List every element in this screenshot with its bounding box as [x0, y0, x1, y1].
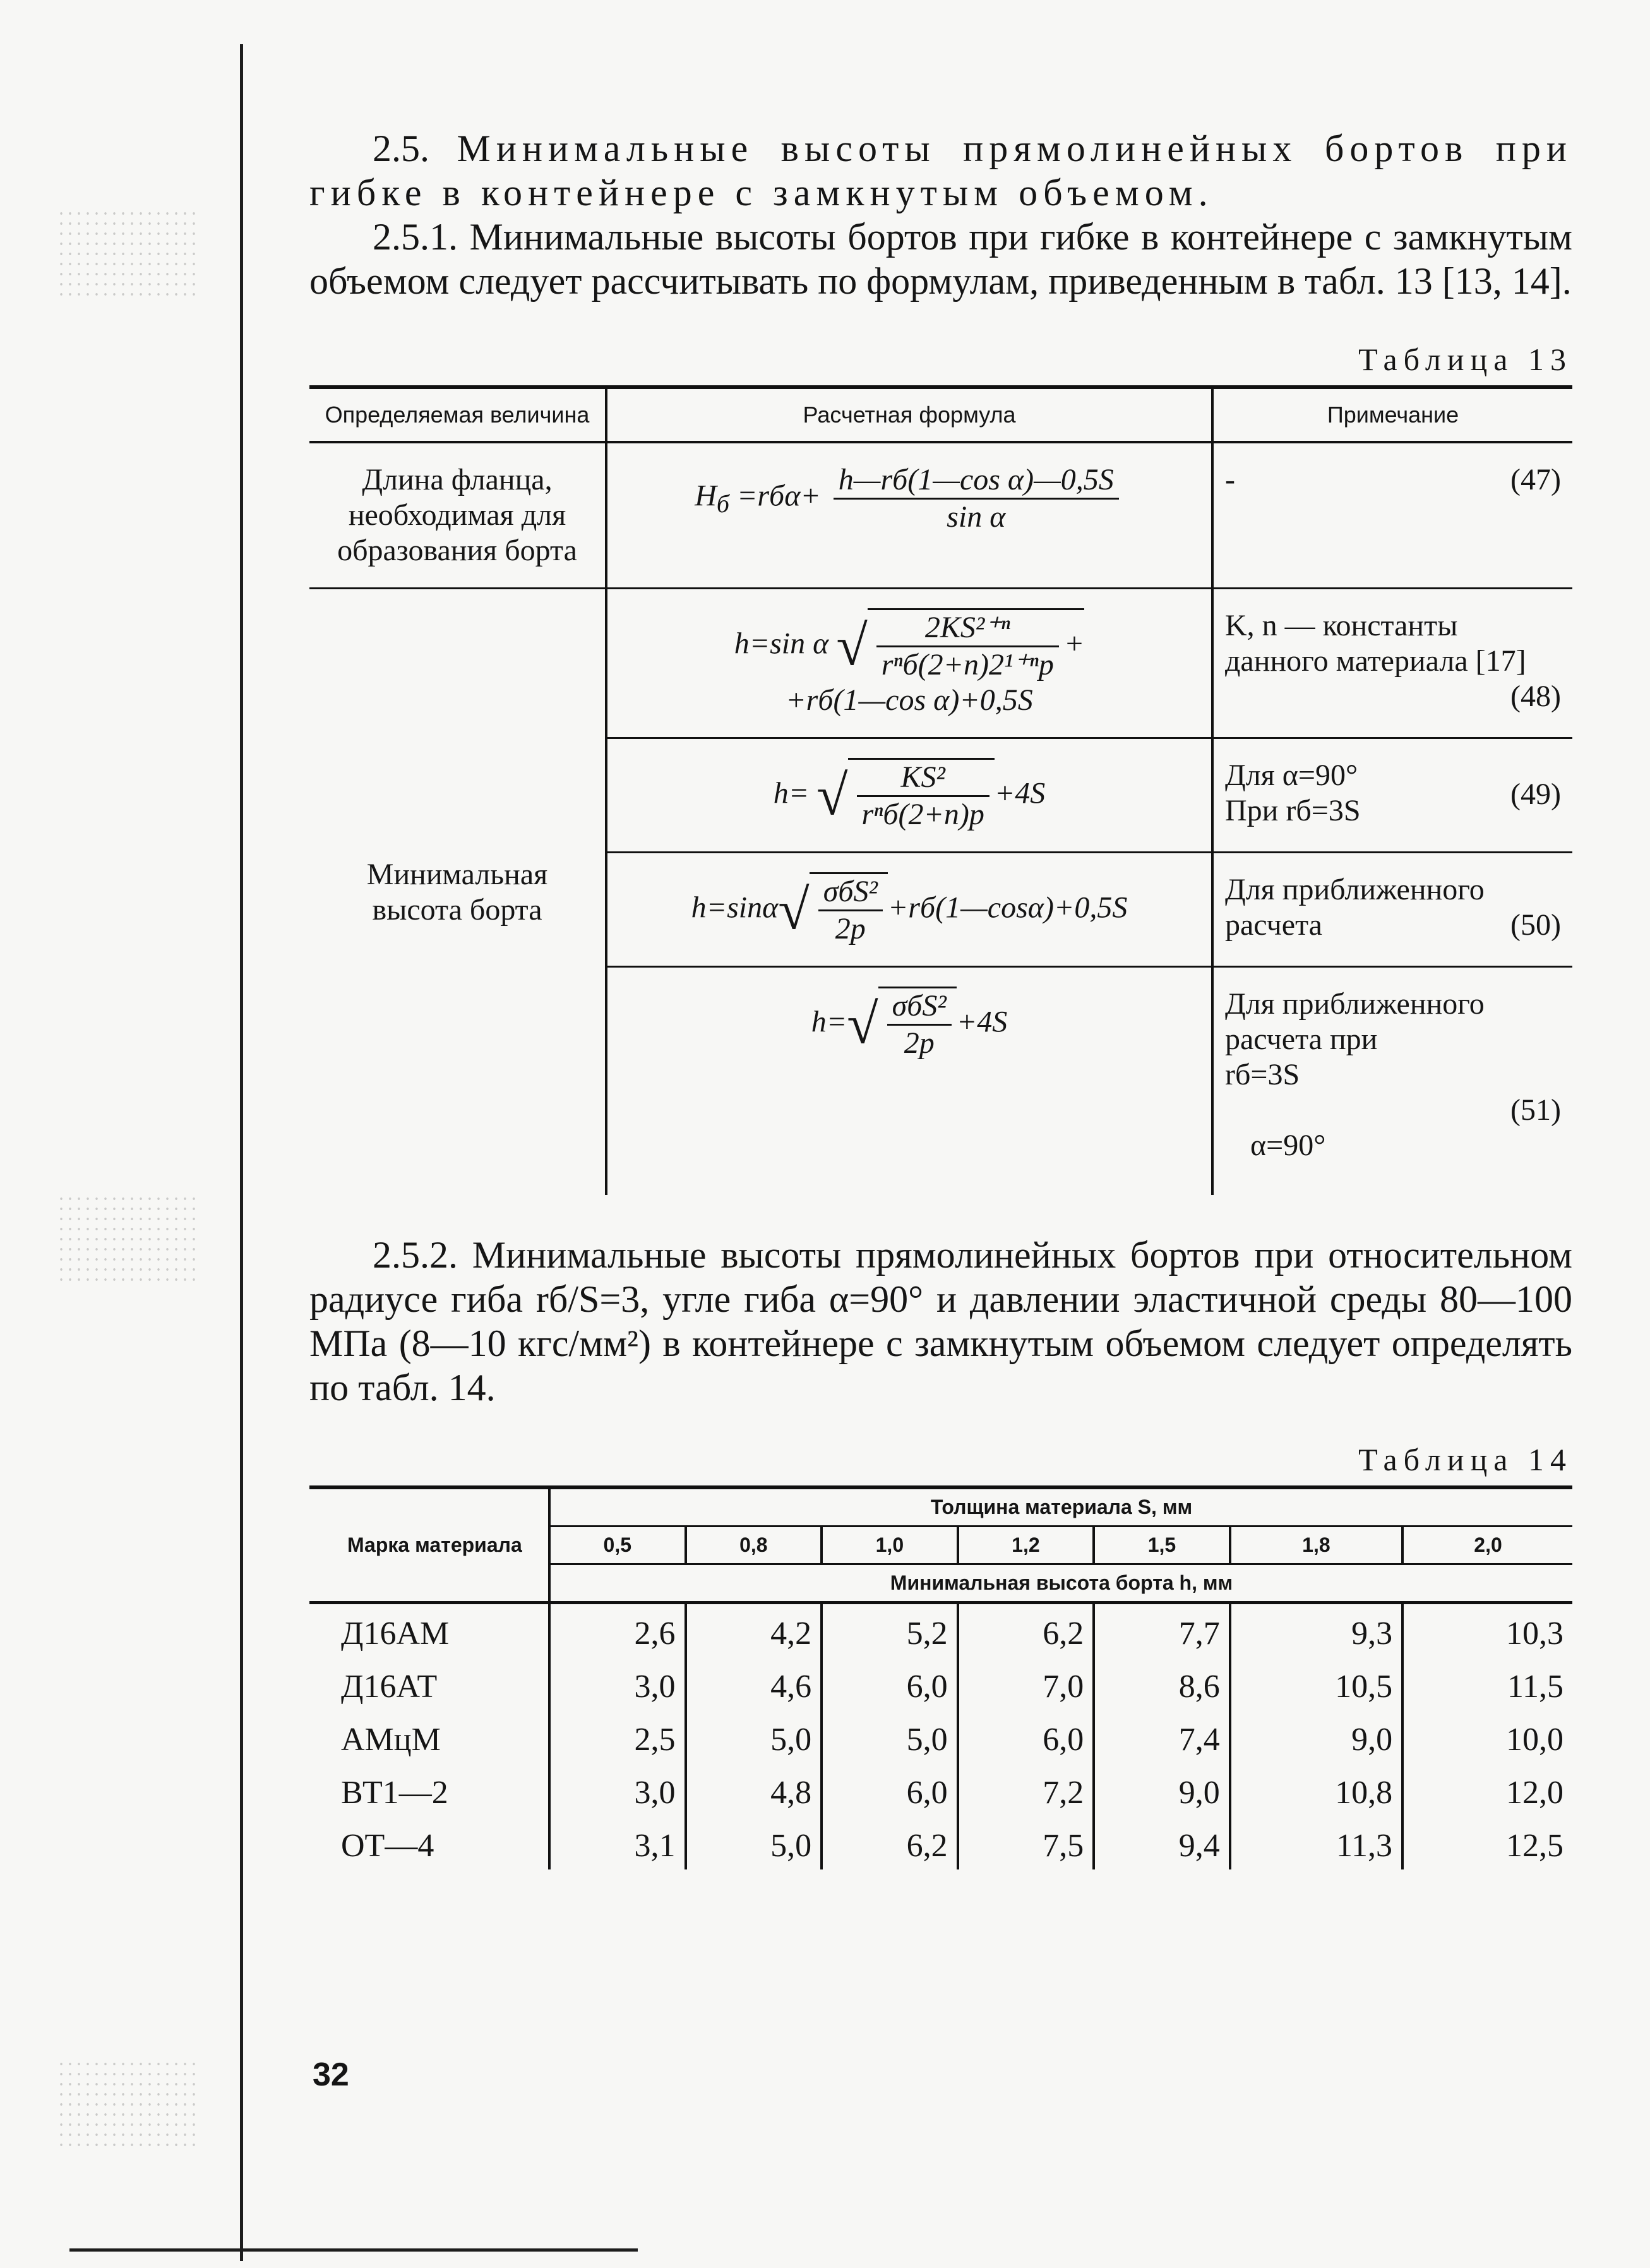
min-height-value: 2,5	[549, 1710, 686, 1763]
note-50: Для приближенного расчета (50)	[1212, 853, 1572, 967]
min-height-value: 9,3	[1230, 1603, 1402, 1658]
min-height-value: 10,5	[1230, 1657, 1402, 1710]
min-height-value: 10,3	[1402, 1603, 1572, 1658]
t14-thickness-3: 1,2	[958, 1527, 1094, 1564]
section-heading: 2.5. Минимальные высоты прямолинейных бортов при гибке в контейнере с замкнутым объемом.	[309, 128, 1572, 213]
row-height-label: Минимальная высота борта	[366, 857, 548, 927]
table-13	[309, 385, 1572, 1195]
min-height-value: 7,7	[1094, 1603, 1230, 1658]
material-brand: АМцМ	[341, 1722, 441, 1758]
min-height-value: 8,6	[1094, 1657, 1230, 1710]
min-height-value: 11,5	[1402, 1657, 1572, 1710]
t14-height-header: Минимальная высота борта h, мм	[549, 1564, 1572, 1603]
min-height-value: 5,2	[822, 1603, 958, 1658]
page-content	[309, 126, 1572, 1869]
t14-thickness-header: Толщина материала S, мм	[549, 1487, 1572, 1527]
scan-noise	[57, 2059, 196, 2147]
bottom-rule	[69, 2248, 638, 2252]
min-height-value: 5,0	[686, 1816, 822, 1869]
min-height-value: 9,0	[1230, 1710, 1402, 1763]
material-brand: ОТ—4	[341, 1828, 434, 1864]
binding-line	[240, 44, 243, 2261]
min-height-value: 6,0	[822, 1657, 958, 1710]
eq-number-51: (51)	[1510, 1093, 1561, 1127]
note-49: (49) Для α=90° При rб=3S	[1212, 738, 1572, 853]
min-height-value: 5,0	[822, 1710, 958, 1763]
t14-thickness-2: 1,0	[822, 1527, 958, 1564]
min-height-value: 4,8	[686, 1763, 822, 1816]
min-height-value: 10,8	[1230, 1763, 1402, 1816]
t14-thickness-6: 2,0	[1402, 1527, 1572, 1564]
scan-noise	[57, 1194, 196, 1282]
table-row	[309, 1710, 1572, 1763]
note-47: - (47)	[1212, 442, 1572, 589]
note-48: K, n — константы данного материала [17] (48)	[1212, 589, 1572, 738]
eq-number-48: (48)	[1510, 680, 1561, 713]
eq-number-47: (47)	[1510, 463, 1561, 496]
formula-51: h=√ σбS² 2p +4S	[606, 967, 1212, 1196]
page-number: 32	[313, 2056, 349, 2093]
material-brand: Д16АТ	[341, 1669, 438, 1705]
formula-49: h= √ KS² rⁿб(2+n)p +4S	[606, 738, 1212, 853]
t14-thickness-4: 1,5	[1094, 1527, 1230, 1564]
formula-47: $H_б =rб\alpha+$ h—rб(1—cos α)—0,5S sin α	[606, 442, 1212, 589]
min-height-value: 3,0	[549, 1763, 686, 1816]
min-height-value: 9,4	[1094, 1816, 1230, 1869]
min-height-value: 7,4	[1094, 1710, 1230, 1763]
t14-thickness-1: 0,8	[686, 1527, 822, 1564]
table-row	[309, 1763, 1572, 1816]
min-height-value: 4,2	[686, 1603, 822, 1658]
scan-noise	[57, 208, 196, 297]
min-height-value: 2,6	[549, 1603, 686, 1658]
min-height-value: 6,0	[958, 1710, 1094, 1763]
t13-header-formula: Расчетная формула	[606, 387, 1212, 442]
material-brand: ВТ1—2	[341, 1775, 448, 1811]
min-height-value: 3,1	[549, 1816, 686, 1869]
min-height-value: 9,0	[1094, 1763, 1230, 1816]
table-14-caption: Таблица 14	[1358, 1442, 1572, 1477]
t14-brand-header: Марка материала	[347, 1533, 522, 1556]
min-height-value: 10,0	[1402, 1710, 1572, 1763]
t14-thickness-5: 1,8	[1230, 1527, 1402, 1564]
min-height-value: 11,3	[1230, 1816, 1402, 1869]
min-height-value: 6,2	[958, 1603, 1094, 1658]
min-height-value: 7,5	[958, 1816, 1094, 1869]
eq-number-49: (49)	[1510, 777, 1561, 811]
table-row	[309, 1657, 1572, 1710]
min-height-value: 3,0	[549, 1657, 686, 1710]
min-height-value: 5,0	[686, 1710, 822, 1763]
min-height-value: 12,5	[1402, 1816, 1572, 1869]
paragraph-2-5-2: 2.5.2. Минимальные высоты прямолинейных бортов при относительном радиусе гиба rб/S=3, угле гиба α=90° и давлении эластичной среды 80—100 МПа (8—10 кгс/мм²) в контейнере с замкнутым объемом следует определять по табл. 14.	[309, 1234, 1572, 1408]
t13-header-quantity: Определяемая величина	[309, 387, 606, 442]
table-row	[309, 1603, 1572, 1658]
row-flange-label: Длина фланца, необходимая для образования борта	[309, 442, 606, 589]
table-14	[309, 1485, 1572, 1869]
min-height-value: 12,0	[1402, 1763, 1572, 1816]
material-brand: Д16АМ	[341, 1616, 450, 1652]
table-13-caption: Таблица 13	[1358, 342, 1572, 377]
formula-50: h=sinα√ σбS² 2p +rб(1—cosα)+0,5S	[606, 853, 1212, 967]
note-51: Для приближенного расчета при rб=3S (51) α=90°	[1212, 967, 1572, 1196]
min-height-value: 6,0	[822, 1763, 958, 1816]
t14-body	[309, 1603, 1572, 1870]
t13-header-note: Примечание	[1212, 387, 1572, 442]
min-height-value: 7,2	[958, 1763, 1094, 1816]
paragraph-2-5-1: 2.5.1. Минимальные высоты бортов при гибке в контейнере с замкнутым объемом следует рассчитывать по формулам, приведенным в табл. 13 [13, 14].	[309, 216, 1572, 302]
formula-48: h=sin α √ 2KS²⁺ⁿ rⁿб(2+n)2¹⁺ⁿp + +rб(1—cos α)+0,5S	[606, 589, 1212, 738]
min-height-value: 7,0	[958, 1657, 1094, 1710]
eq-number-50: (50)	[1510, 908, 1561, 942]
min-height-value: 6,2	[822, 1816, 958, 1869]
table-row	[309, 1816, 1572, 1869]
min-height-value: 4,6	[686, 1657, 822, 1710]
t14-thickness-0: 0,5	[549, 1527, 686, 1564]
